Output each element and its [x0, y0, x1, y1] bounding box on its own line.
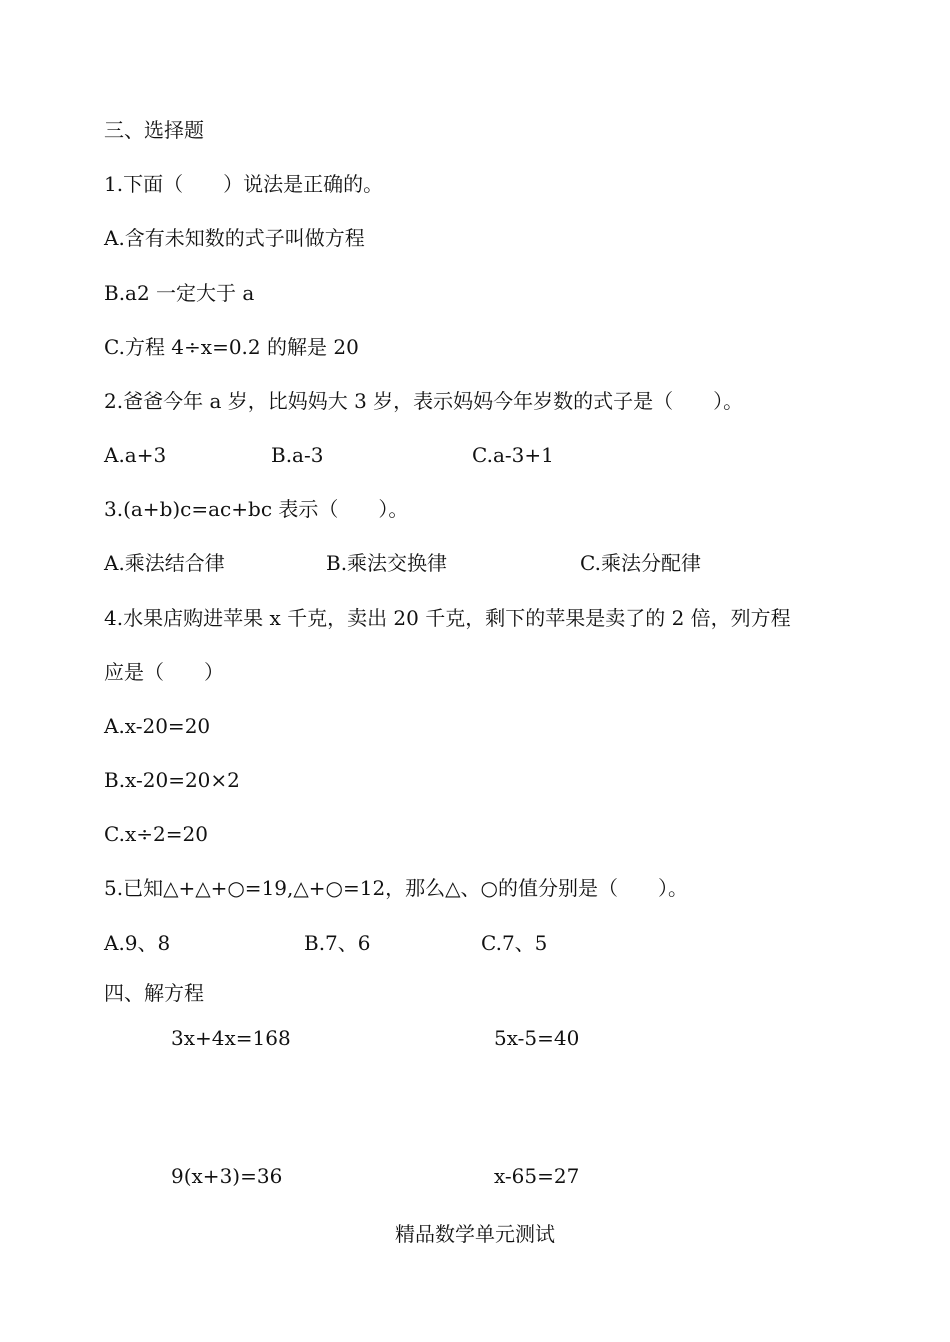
- question-5-option-a: A.9、8: [104, 931, 171, 955]
- question-3-option-a: A.乘法结合律: [104, 551, 225, 575]
- question-1-option-a: A.含有未知数的式子叫做方程: [104, 226, 365, 250]
- question-5-option-c: C.7、5: [481, 931, 548, 955]
- question-2-option-b: B.a-3: [271, 443, 324, 467]
- question-1-option-c: C.方程 4÷x=0.2 的解是 20: [104, 335, 359, 359]
- question-3-option-b: B.乘法交换律: [326, 551, 448, 575]
- question-3-stem: 3.(a+b)c=ac+bc 表示（ ）。: [104, 497, 409, 521]
- question-4-option-b: B.x-20=20×2: [104, 768, 240, 792]
- question-3-option-c: C.乘法分配律: [580, 551, 701, 575]
- question-4-stem-line-1: 4.水果店购进苹果 x 千克，卖出 20 千克，剩下的苹果是卖了的 2 倍，列方程: [104, 606, 791, 630]
- equation-4: x-65=27: [494, 1164, 580, 1188]
- question-5-option-b: B.7、6: [304, 931, 371, 955]
- section-title-solve-equations: 四、解方程: [104, 981, 204, 1005]
- question-4-option-a: A.x-20=20: [104, 714, 211, 738]
- section-title-multiple-choice: 三、选择题: [104, 118, 204, 142]
- question-2-stem: 2.爸爸今年 a 岁，比妈妈大 3 岁，表示妈妈今年岁数的式子是（ ）。: [104, 389, 744, 413]
- equation-3: 9(x+3)=36: [171, 1164, 283, 1188]
- question-5-stem: 5.已知△+△+○=19,△+○=12，那么△、○的值分别是（ ）。: [104, 876, 689, 900]
- equation-2: 5x-5=40: [494, 1026, 580, 1050]
- question-1-option-b: B.a2 一定大于 a: [104, 281, 255, 305]
- equation-1: 3x+4x=168: [171, 1026, 291, 1050]
- question-4-stem-line-2: 应是（ ）: [104, 660, 224, 684]
- question-1-stem: 1.下面（ ）说法是正确的。: [104, 172, 384, 196]
- question-4-option-c: C.x÷2=20: [104, 822, 208, 846]
- page-footer: 精品数学单元测试: [395, 1222, 555, 1246]
- question-2-option-a: A.a+3: [104, 443, 167, 467]
- question-2-option-c: C.a-3+1: [472, 443, 554, 467]
